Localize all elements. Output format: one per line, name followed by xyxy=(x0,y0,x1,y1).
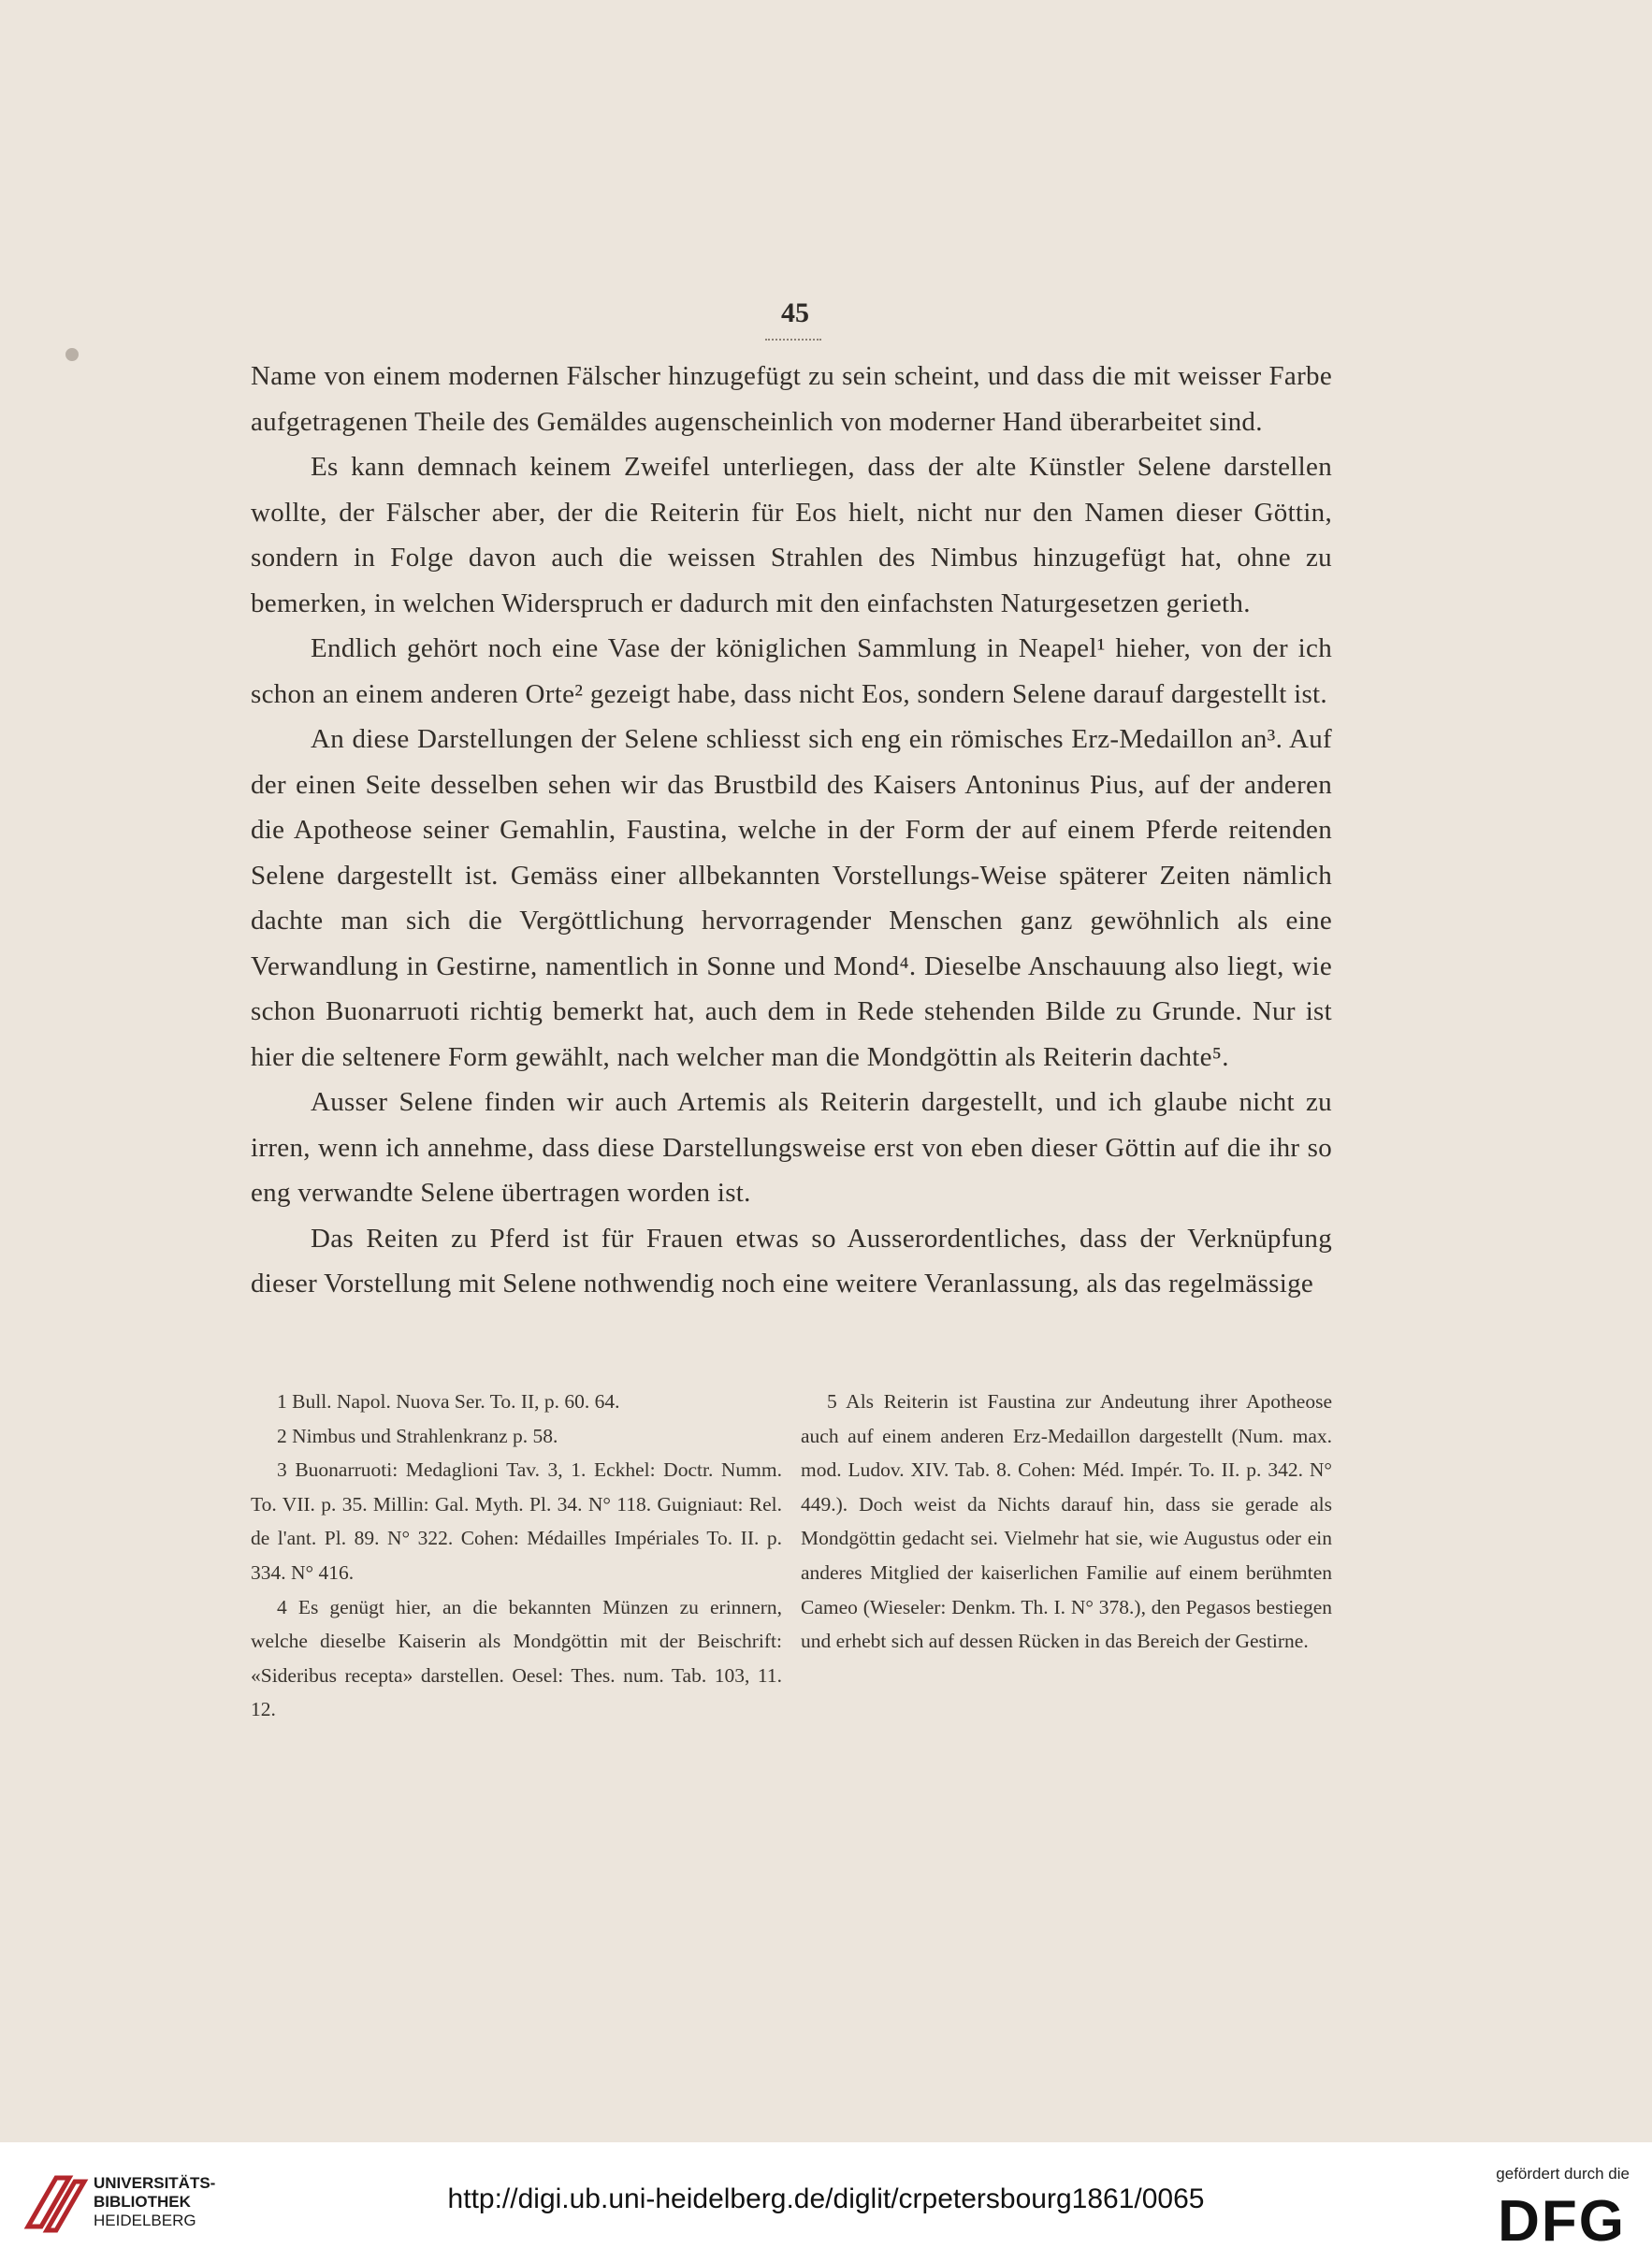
footnote: 3 Buonarruoti: Medaglioni Tav. 3, 1. Eckhel: Doctr. Numm. To. VII. p. 35. Millin: Gal. Myth. Pl. 34. N° 118. Guigniaut: Rel. de l'ant. Pl. 89. N° 322. Cohen: Médailles Impériales To. II. p. 334. N° 416. xyxy=(251,1458,782,1584)
viewer-footer xyxy=(0,2142,1652,2263)
page-number: 45 xyxy=(781,297,809,328)
paragraph: Es kann demnach keinem Zweifel unterliegen, dass der alte Künstler Selene darstellen wollte, der Fälscher aber, der die Reiterin für Eos hielt, nicht nur den Namen dieser Göttin, sondern in Folge davon auch die weissen Strahlen des Nimbus hinzugefügt hat, ohne zu bemerken, in welchen Widerspruch er dadurch mit den einfachsten Naturgesetzen gerieth. xyxy=(251,452,1332,618)
paper-smudge xyxy=(65,348,79,361)
library-name-line: UNIVERSITÄTS- xyxy=(94,2174,216,2192)
paragraph: Name von einem modernen Fälscher hinzugefügt zu sein scheint, und dass die mit weisser Farbe aufgetragenen Theile des Gemäldes augenscheinlich von moderner Hand überarbeitet sind. xyxy=(251,361,1332,437)
dfg-logo[interactable]: DFG xyxy=(1498,2189,1626,2254)
library-name-line: BIBLIOTHEK xyxy=(94,2193,191,2211)
footnotes-left-column xyxy=(251,1385,782,1727)
paragraph: Ausser Selene finden wir auch Artemis als Reiterin dargestellt, und ich glaube nicht zu irren, wenn ich annehme, dass diese Darstellungsweise erst von eben dieser Göttin auf die ihr so eng verwandte Selene übertragen worden ist. xyxy=(251,1087,1332,1208)
footnotes-right-column xyxy=(801,1385,1332,1659)
footnote: 5 Als Reiterin ist Faustina zur Andeutung ihrer Apotheose auch auf einem anderen Erz-Medaillon dargestellt (Num. max. mod. Ludov. XIV. Tab. 8. Cohen: Méd. Impér. To. II. p. 342. N° 449.). Doch weist da Nichts darauf hin, dass sie gerade als Mondgöttin gedacht sei. Vielmehr hat sie, wie Augustus oder ein anderes Mitglied der kaiserlichen Familie auf einem berühmten Cameo (Wieseler: Denkm. Th. I. N° 378.), den Pegasos bestiegen und erhebt sich auf dessen Rücken in das Bereich der Gestirne. xyxy=(801,1390,1332,1653)
paragraph: Das Reiten zu Pferd ist für Frauen etwas so Ausserordentliches, dass der Verknüpfung dieser Vorstellung mit Selene nothwendig noch eine weitere Veranlassung, als das regelmässige xyxy=(251,1223,1332,1298)
page-number-ornament xyxy=(765,329,821,341)
main-text xyxy=(251,354,1332,1307)
footnote: 4 Es genügt hier, an die bekannten Münzen zu erinnern, welche dieselbe Kaiserin als Mondgöttin mit der Beischrift: «Sideribus recepta» darstellen. Oesel: Thes. num. Tab. 103, 11. 12. xyxy=(251,1595,782,1721)
paragraph: Endlich gehört noch eine Vase der königlichen Sammlung in Neapel¹ hieher, von der ich schon an einem anderen Orte² gezeigt habe, dass nicht Eos, sondern Selene darauf dargestellt ist. xyxy=(251,633,1332,709)
paragraph: An diese Darstellungen der Selene schliesst sich eng ein römisches Erz-Medaillon an³. Auf der einen Seite desselben sehen wir das Brustbild des Kaisers Antoninus Pius, auf der anderen die Apotheose seiner Gemahlin, Faustina, welche in der Form der auf einem Pferde reitenden Selene dargestellt ist. Gemäss einer allbekannten Vorstellungs-Weise späterer Zeiten nämlich dachte man sich die Vergöttlichung hervorragender Menschen ganz gewöhnlich als eine Verwandlung in Gestirne, namentlich in Sonne und Mond⁴. Dieselbe Anschauung also liegt, wie schon Buonarruoti richtig bemerkt hat, auch dem in Rede stehenden Bilde zu Grunde. Nur ist hier die seltenere Form gewählt, nach welcher man die Mondgöttin als Reiterin dachte⁵. xyxy=(251,724,1332,1072)
funding-label: gefördert durch die xyxy=(1496,2165,1630,2183)
footnote: 2 Nimbus und Strahlenkranz p. 58. xyxy=(277,1424,558,1447)
library-name-line: HEIDELBERG xyxy=(94,2212,196,2229)
permalink-url[interactable]: http://digi.ub.uni-heidelberg.de/diglit/crpetersbourg1861/0065 xyxy=(447,2183,1205,2214)
footnote: 1 Bull. Napol. Nuova Ser. To. II, p. 60. 64. xyxy=(277,1390,620,1413)
